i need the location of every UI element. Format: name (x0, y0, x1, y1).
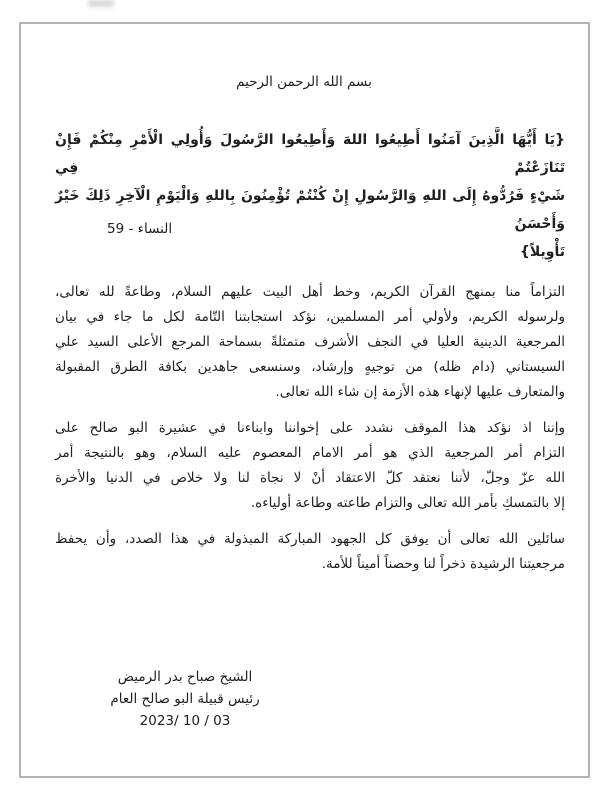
verse-reference (55, 221, 565, 237)
paragraph-line: مرجعيتنا الرشيدة ذخراً لنا وحصناً أميناً للأمة. (321, 556, 565, 572)
paragraph-line: وإننا اذ نؤكد هذا الموقف نشدد على إخواننا وابناءنا في عشيرة البو صالح على (55, 420, 565, 436)
paragraph-line: المرجعية الدينية العليا في النجف الأشرف متمثلةً بسماحة المرجع الأعلى السيد علي (55, 334, 565, 350)
document-date: 2023/ 10 / 03 (139, 713, 231, 729)
body-paragraph-1 (55, 280, 565, 405)
quran-verse (55, 126, 565, 266)
verse-reference-label: النساء - 59 (107, 221, 173, 237)
signer-title: رئيس قبيلة البو صالح العام (110, 691, 260, 707)
paragraph-line: إلا بالتمسكِ بأمر الله تعالى والتزام طاعته وطاعة أولياءه. (250, 495, 565, 511)
bismillah-header: بسم الله الرحمن الرحيم (236, 74, 372, 90)
paragraph-line: سائلين الله تعالى أن يوفق كل الجهود المباركة المبذولة في هذا الصدد، وأن يحفظ (55, 531, 565, 547)
paragraph-line: والمتعارف عليها لإنهاء هذه الأزمة إن شاء الله تعالى. (275, 384, 565, 400)
paragraph-line: السيستاني (دام ظله) من توجيهٍ وإرشاد، وسنسعى جاهدين بكافة الطرق المقبولة (55, 359, 565, 375)
quran-verse-line: تَأْوِيلاً} (519, 244, 565, 260)
paragraph-line: التزاماً منا بمنهج القرآن الكريم، وخط أهل البيت عليهم السلام، وطاعةً لله تعالى، (55, 284, 565, 300)
paragraph-line: ولرسوله الكريم، ولأولي أمر المسلمين، نؤكد استجابتنا التّامة لكل ما جاء في بيان (55, 309, 565, 325)
quran-verse-line: {يَا أَيُّهَا الَّذِينَ آمَنُوا أَطِيعُوا اللهَ وَأَطِيعُوا الرَّسُولَ وَأُولِي الْأَمْرِ مِنْكُمْ فَإِنْ تَنَازَعْتُمْ فِي (55, 132, 565, 176)
signature-block (85, 666, 285, 732)
quran-verse-line: شَيْءٍ فَرُدُّوهُ إِلَى اللهِ وَالرَّسُولِ إِنْ كُنْتُمْ تُؤْمِنُونَ بِاللهِ وَالْيَوْمِ الْآخِرِ ذَلِكَ خَيْرٌ وَأَحْسَنُ (55, 188, 565, 232)
scan-artifact (88, 0, 114, 7)
paragraph-line: التزام أمر المرجعية الذي هو أمر الامام المعصوم عليه السلام، وهو بالنتيجة أمر (55, 445, 565, 461)
body-paragraph-2 (55, 416, 565, 516)
signer-name: الشيخ صباح بدر الرميض (117, 669, 253, 685)
paragraph-line: الله عزّ وجلّ، لأننا نعتقد كلّ الاعتقاد أنْ لا نجاة لنا ولا خلاص في الدنيا والأخرة (55, 470, 565, 486)
body-paragraph-3 (55, 527, 565, 577)
